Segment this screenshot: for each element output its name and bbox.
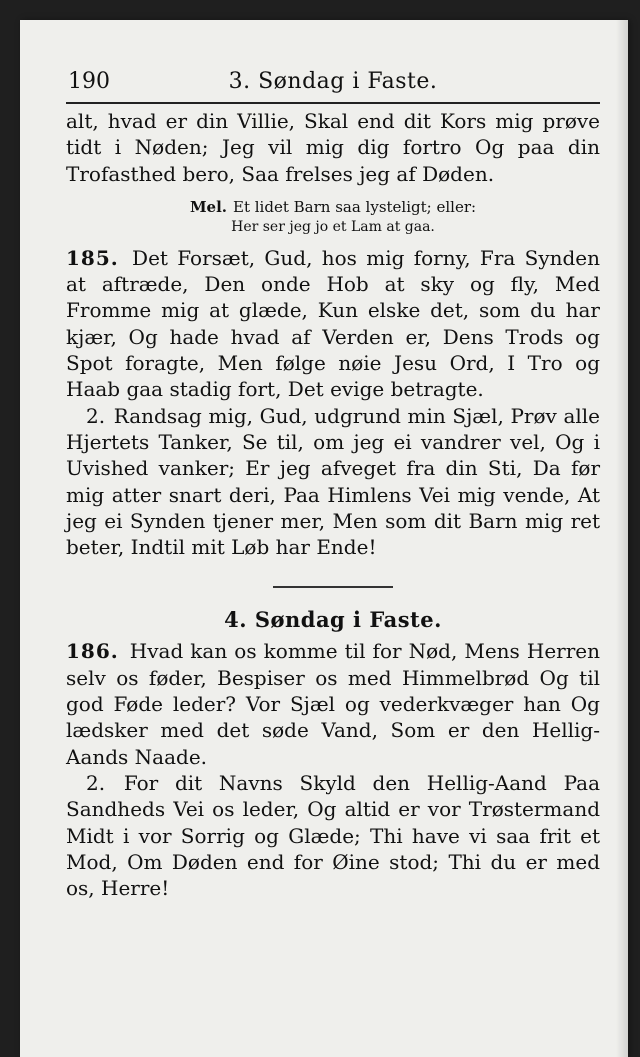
melody-note [66, 197, 600, 237]
page-edge-shadow [616, 20, 628, 1057]
previous-hymn-continuation: alt, hvad er din Villie, Skal end dit Kors mig prøve tidt i Nøden; Jeg vil mig dig fortro Og paa din Trofasthed bero, Saa frelses jeg af Døden. [66, 109, 600, 186]
hymn-186-verse-2 [66, 770, 600, 901]
hymn-185-verse-1 [66, 245, 600, 403]
hymn-185-verse-1-text: Det Forsæt, Gud, hos mig forny, Fra Synden at aftræde, Den onde Hob at sky og fly, Med Fromme mig at glæde, Kun elske det, som du har kjær, Og hade hvad af Verden er, Dens Trods og Spot foragte, Men følge nøie Jesu Ord, I Tro og Haab gaa stadig fort, Det evige betragte. [66, 245, 601, 402]
hymn-186-verse-2-number: 2. [86, 770, 106, 795]
hymn-186-verse-1-text: Hvad kan os komme til for Nød, Mens Herren selv os føder, Bespiser os med Himmelbrød Og til god Føde leder? Vor Sjæl og vederkvæger han Og lædsker med det søde Vand, Som er den Hellig-Aands Naade. [66, 639, 600, 769]
section-heading: 4. Søndag i Faste. [224, 607, 442, 633]
hymn-185-verse-2-text: Randsag mig, Gud, udgrund min Sjæl, Prøv alle Hjertets Tanker, Se til, om jeg ei vandrer vel, Og i Uvished vanker; Er jeg afveget fra din Sti, Da før mig atter snart deri, Paa Himlens Vei mig vende, At jeg ei Synden tjener mer, Men som dit Barn mig ret beter, Indtil mit Løb har Ende! [66, 403, 601, 560]
section-divider [273, 586, 393, 588]
hymn-186-number: 186. [66, 639, 119, 664]
book-page [20, 20, 628, 1057]
hymn-185-verse-2 [66, 403, 600, 561]
hymn-186-verse-2-text: For dit Navns Skyld den Hellig-Aand Paa Sandheds Vei os leder, Og altid er vor Trøstermand Midt i vor Sorrig og Glæde; Thi have vi saa frit et Mod, Om Døden end for Øine stod; Thi du er med os, Herre! [66, 770, 600, 901]
running-header [66, 68, 600, 104]
page-content [66, 68, 600, 901]
melody-line-1: Et lidet Barn saa lysteligt; eller: [233, 197, 477, 216]
melody-line-2: Her ser jeg jo et Lam at gaa. [231, 218, 435, 235]
running-title: 3. Søndag i Faste. [228, 69, 438, 94]
hymn-185-verse-2-number: 2. [86, 403, 106, 428]
hymn-185-number: 185. [66, 245, 119, 270]
melody-label: Mel. [189, 197, 228, 216]
page-number: 190 [68, 69, 110, 94]
hymn-186-verse-1 [66, 638, 600, 769]
